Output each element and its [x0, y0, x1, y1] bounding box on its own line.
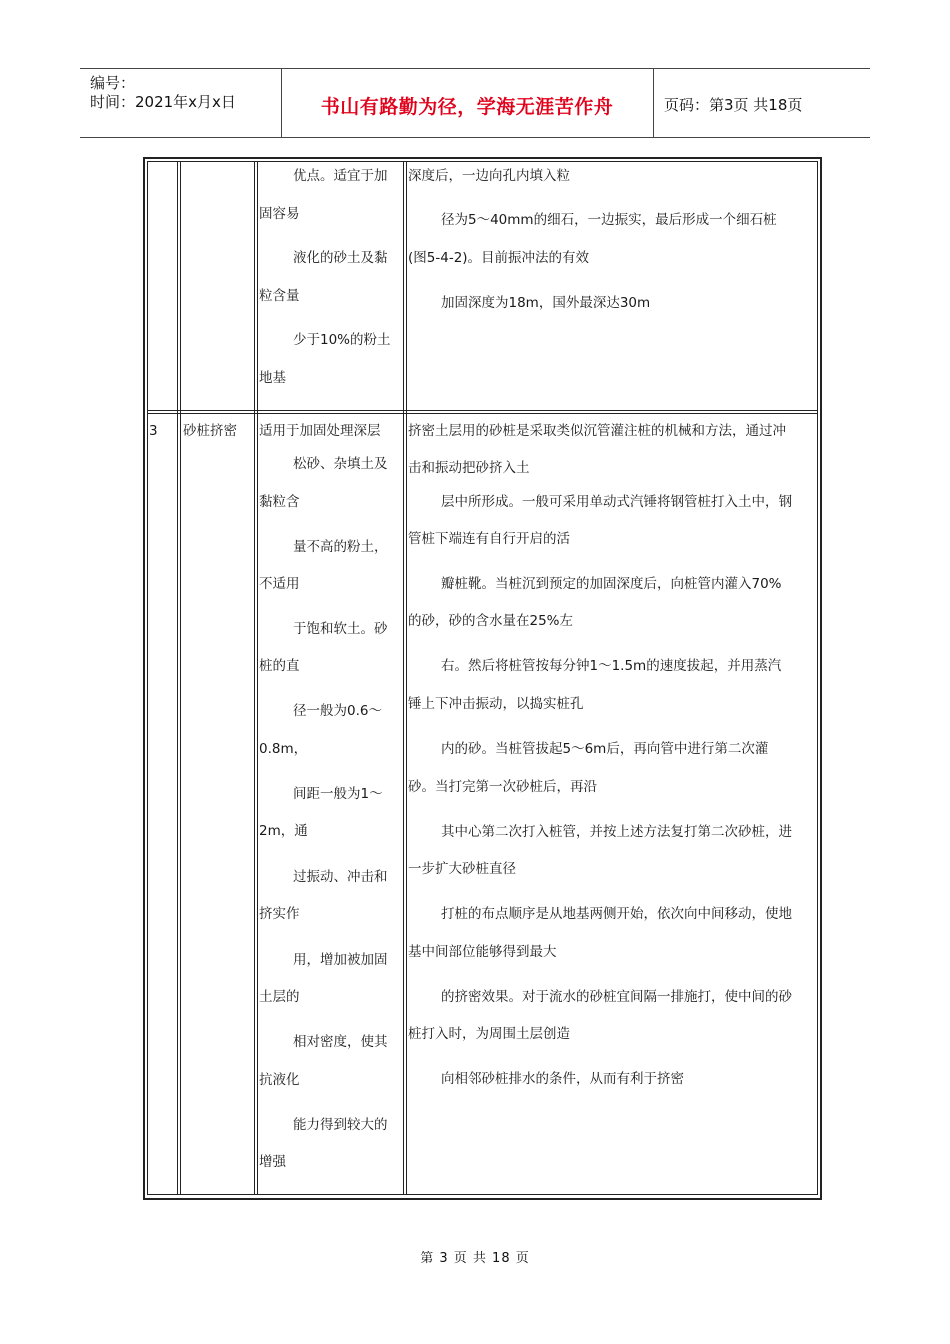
row-divider-b	[147, 413, 818, 414]
row2-applicability-line: 相对密度，使其	[293, 1034, 388, 1050]
row1-applicability-line: 固容易	[259, 206, 300, 222]
row2-applicability-line: 不适用	[259, 576, 300, 592]
row1-applicability-line: 地基	[259, 370, 286, 386]
row2-description-line: 基中间部位能够得到最大	[408, 944, 557, 960]
row2-applicability-line: 过振动、冲击和	[293, 869, 388, 885]
page-number-label: 页码：第3页 共18页	[664, 96, 803, 114]
row2-applicability-line: 量不高的粉土，	[293, 539, 388, 555]
row2-index: 3	[149, 423, 158, 439]
row2-applicability-line: 挤实作	[259, 906, 300, 922]
row1-description-line: 深度后，一边向孔内填入粒	[408, 168, 570, 184]
row1-applicability-line: 优点。适宜于加	[293, 168, 388, 184]
row2-description-line: 砂。当打完第一次砂桩后，再沿	[408, 779, 597, 795]
row2-description-line: 击和振动把砂挤入土	[408, 460, 530, 476]
row2-description-line: 层中所形成。一般可采用单动式汽锤将钢管桩打入土中，钢	[441, 494, 792, 510]
row1-description-line: (图5-4-2)。目前振冲法的有效	[408, 250, 590, 266]
row2-applicability-line: 用，增加被加固	[293, 952, 388, 968]
row2-description-line: 内的砂。当桩管拔起5～6m后，再向管中进行第二次灌	[441, 741, 769, 757]
row2-applicability-line: 黏粒含	[259, 494, 300, 510]
table-border-top-inner	[147, 161, 818, 162]
row2-applicability-line: 0.8m，	[259, 741, 308, 757]
column-divider-1	[177, 161, 178, 1195]
row-divider	[147, 410, 818, 411]
column-divider-2b	[257, 161, 258, 1195]
document-time-label: 时间：2021年x月x日	[90, 93, 236, 111]
row2-applicability-line: 土层的	[259, 989, 300, 1005]
row2-description-line: 桩打入时，为周围土层创造	[408, 1026, 570, 1042]
row2-description-line: 打桩的布点顺序是从地基两侧开始，依次向中间移动，使地	[441, 906, 792, 922]
table-border-left	[143, 157, 145, 1200]
row2-description-line: 的砂，砂的含水量在25%左	[408, 613, 574, 629]
column-divider-2	[254, 161, 255, 1195]
row2-applicability-line: 增强	[259, 1154, 286, 1170]
row1-description-line: 加固深度为18m，国外最深达30m	[441, 295, 651, 311]
page-footer: 第 3 页 共 18 页	[420, 1251, 530, 1266]
table-border-right	[820, 157, 822, 1200]
row2-description-line: 一步扩大砂桩直径	[408, 861, 516, 877]
row2-applicability-line: 间距一般为1～	[293, 786, 383, 802]
page-header	[80, 68, 870, 138]
table-border-bottom-inner	[147, 1194, 818, 1195]
column-divider-3b	[406, 161, 407, 1195]
header-page-cell	[654, 69, 870, 137]
row1-applicability-line: 少于10%的粉土	[293, 332, 391, 348]
motto-text: 书山有路勤为径，学海无涯苦作舟	[320, 96, 614, 118]
header-motto-cell	[281, 69, 654, 137]
row1-applicability-line: 液化的砂土及黏	[293, 250, 388, 266]
row2-description-line: 右。然后将桩管按每分钟1～1.5m的速度拔起，并用蒸汽	[441, 658, 782, 674]
table-border-top	[143, 157, 822, 159]
row2-description-line: 挤密土层用的砂桩是采取类似沉管灌注桩的机械和方法，通过冲	[408, 423, 786, 439]
row1-description-line: 径为5～40mm的细石，一边振实，最后形成一个细石桩	[441, 212, 777, 228]
row2-applicability-line: 松砂、杂填土及	[293, 456, 388, 472]
table-border-left-inner	[147, 161, 148, 1195]
row2-description-line: 管桩下端连有自行开启的活	[408, 531, 570, 547]
table-border-bottom	[143, 1198, 822, 1200]
header-meta-cell	[80, 69, 282, 137]
row2-description-line: 的挤密效果。对于流水的砂桩宜间隔一排施打，使中间的砂	[441, 989, 792, 1005]
row2-applicability-line: 桩的直	[259, 658, 300, 674]
column-divider-3	[403, 161, 404, 1195]
document-number-label: 编号：	[90, 74, 136, 92]
row2-applicability-line: 能力得到较大的	[293, 1117, 388, 1133]
row2-description-line: 锤上下冲击振动，以捣实桩孔	[408, 696, 584, 712]
row1-applicability-line: 粒含量	[259, 288, 300, 304]
row2-description-line: 向相邻砂桩排水的条件，从而有利于挤密	[441, 1071, 684, 1087]
row2-applicability-line: 于饱和软土。砂	[293, 621, 388, 637]
column-divider-1b	[180, 161, 181, 1195]
table-border-right-inner	[817, 161, 818, 1195]
row2-applicability-line: 2m，通	[259, 823, 308, 839]
row2-description-line: 其中心第二次打入桩管，并按上述方法复打第二次砂桩，进	[441, 824, 792, 840]
row2-applicability-line: 径一般为0.6～	[293, 703, 382, 719]
row2-applicability-line: 适用于加固处理深层	[259, 423, 381, 439]
method-table	[143, 157, 822, 1200]
row2-method: 砂桩挤密	[183, 423, 237, 439]
row2-applicability-line: 抗液化	[259, 1072, 300, 1088]
row2-description-line: 瓣桩靴。当桩沉到预定的加固深度后，向桩管内灌入70%	[441, 576, 782, 592]
